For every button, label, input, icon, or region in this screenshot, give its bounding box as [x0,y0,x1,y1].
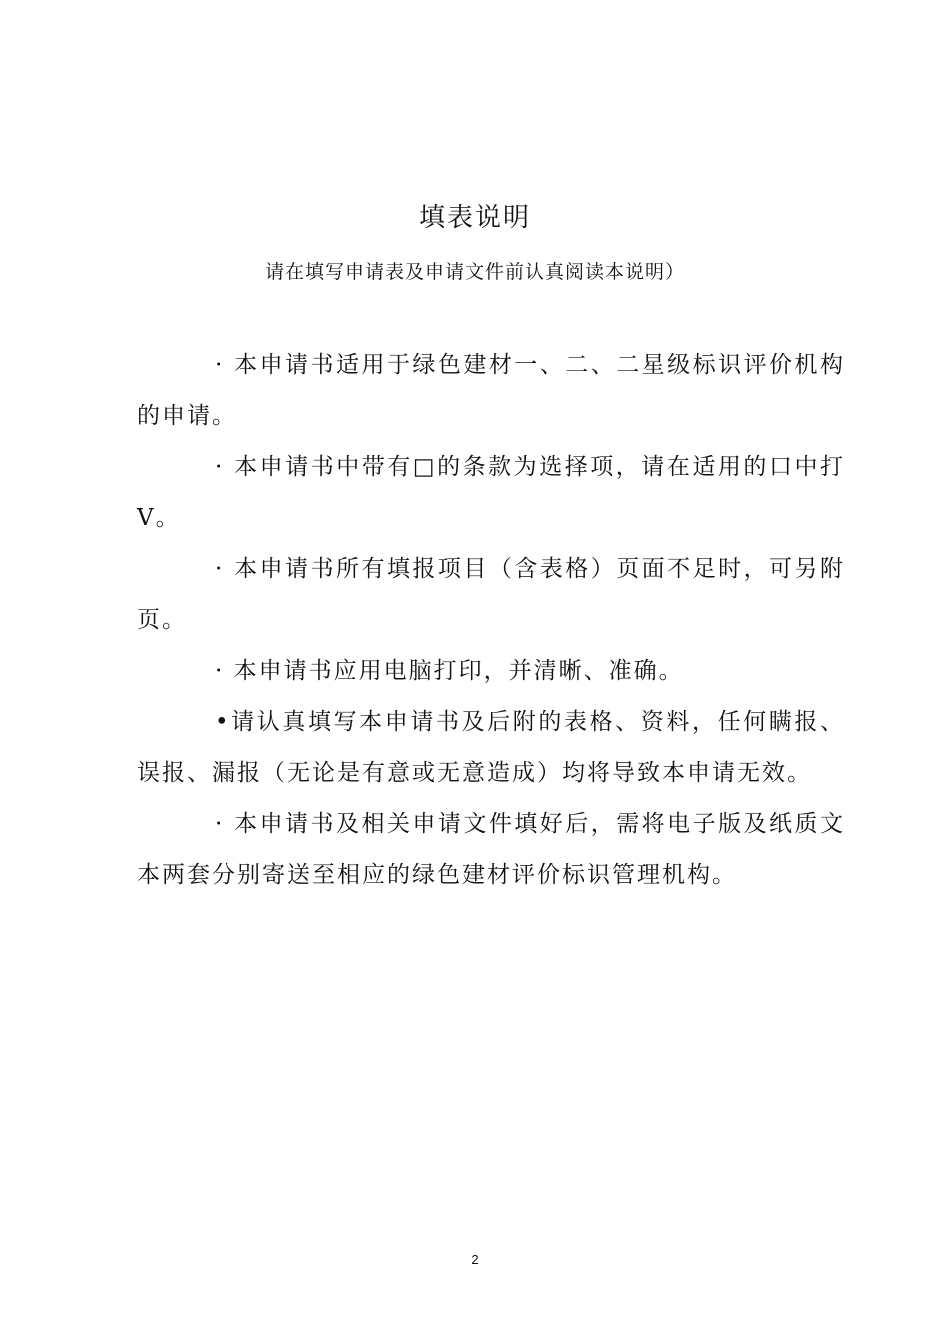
instruction-paragraph: · 本申请书所有填报项目（含表格）页面不足时，可另附页。 [137,556,845,633]
instructions-body [137,340,845,901]
instruction-paragraph: · 本申请书及相关申请文件填好后，需将电子版及纸质文本两套分别寄送至相应的绿色建材评价标识管理机构。 [137,811,845,888]
page-subtitle: 请在填写申请表及申请文件前认真阅读本说明） [264,261,685,283]
instruction-paragraph: · 本申请书中带有□的条款为选择项，请在适用的口中打V。 [137,454,845,531]
instruction-paragraph: •请认真填写本申请书及后附的表格、资料，任何瞒报、误报、漏报（无论是有意或无意造成）均将导致本申请无效。 [137,709,845,786]
page-number: 2 [471,1252,479,1267]
page-title: 填表说明 [418,203,531,233]
instruction-paragraph: · 本申请书应用电脑打印，并清晰、准确。 [215,658,684,684]
instruction-paragraph: · 本申请书适用于绿色建材一、二、二星级标识评价机构的申请。 [137,352,845,429]
